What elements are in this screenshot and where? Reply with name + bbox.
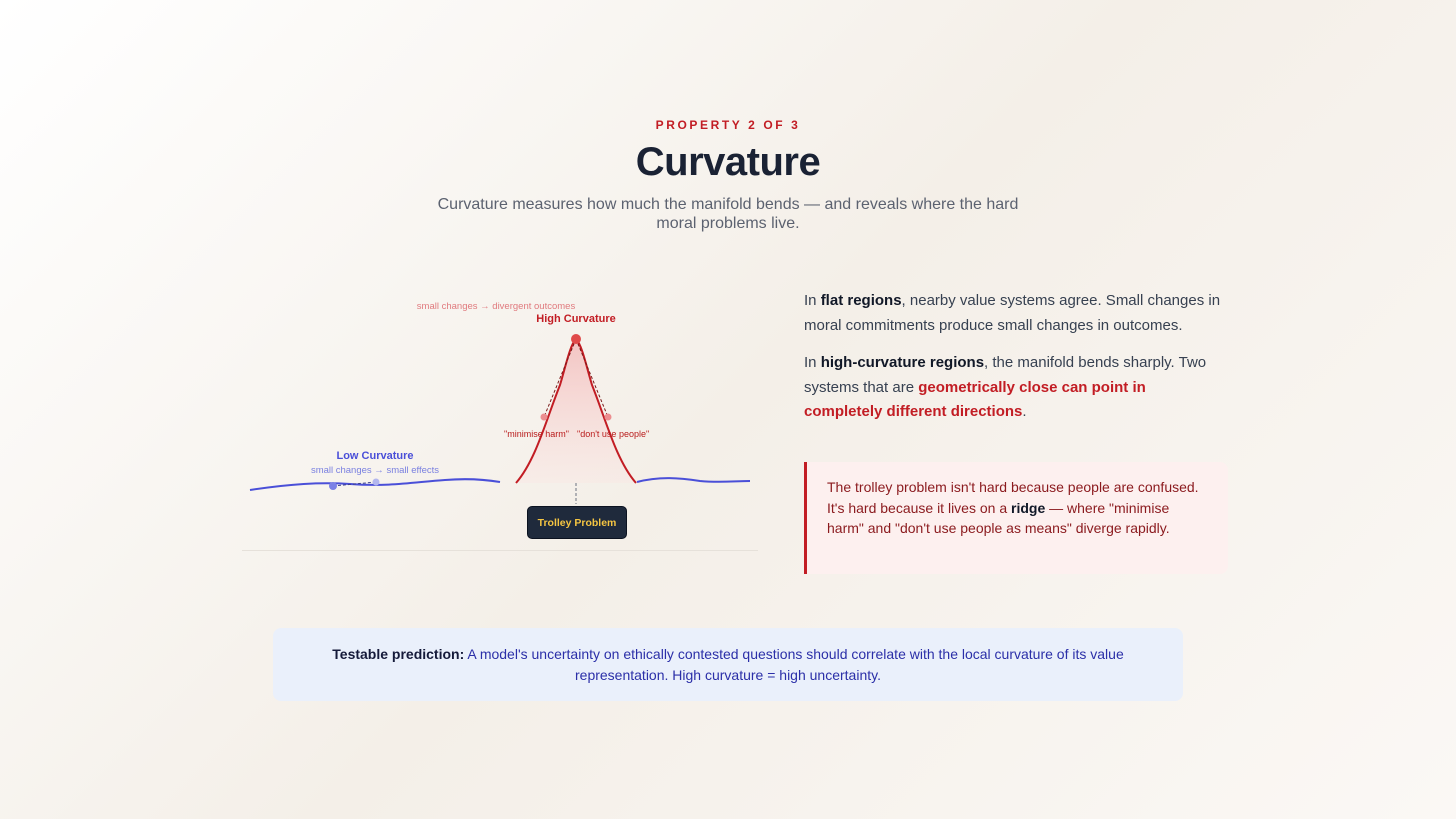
curvature-svg (240, 290, 760, 560)
point-label-dont-use-people: "don't use people" (577, 429, 650, 439)
point-minimise-harm (541, 414, 548, 421)
high-curvature-subtitle: small changes → divergent outcomes (416, 301, 576, 312)
eyebrow-label: PROPERTY 2 OF 3 (655, 118, 801, 132)
low-point-a (329, 482, 337, 490)
peak-point (571, 334, 581, 344)
peak-fill (516, 339, 636, 483)
prediction-label: Testable prediction: (332, 646, 465, 662)
testable-prediction-box (273, 628, 1183, 701)
high-curvature-title: High Curvature (536, 313, 616, 325)
low-point-b (373, 479, 380, 486)
explanation-text (804, 289, 1228, 438)
prediction-text: A model's uncertainty on ethically contested questions should correlate with the local curvature of its value representation. High curvature = high uncertainty. (464, 646, 1124, 683)
trolley-problem-badge: Trolley Problem (527, 506, 627, 539)
page-subtitle: Curvature measures how much the manifold bends — and reveals where the hard moral problems live. (437, 196, 1019, 232)
point-dont-use-people (605, 414, 612, 421)
diagram-baseline (242, 550, 758, 551)
point-label-minimise-harm: "minimise harm" (504, 429, 569, 439)
low-curvature-title: Low Curvature (336, 450, 414, 462)
low-curvature-subtitle: small changes → small effects (310, 465, 440, 476)
curvature-diagram (240, 290, 760, 560)
flat-regions-paragraph: In flat regions, nearby value systems agree. Small changes in moral commitments produce small changes in outcomes. (804, 292, 1221, 334)
trolley-callout: The trolley problem isn't hard because people are confused. It's hard because it lives on a ridge — where "minimise harm" and "don't use people as means" diverge rapidly. (804, 462, 1228, 574)
page-title: Curvature (635, 140, 821, 184)
high-curvature-paragraph: In high-curvature regions, the manifold bends sharply. Two systems that are geometrically close can point in completely different directions. (804, 354, 1207, 420)
low-curvature-curve-right (637, 478, 750, 482)
